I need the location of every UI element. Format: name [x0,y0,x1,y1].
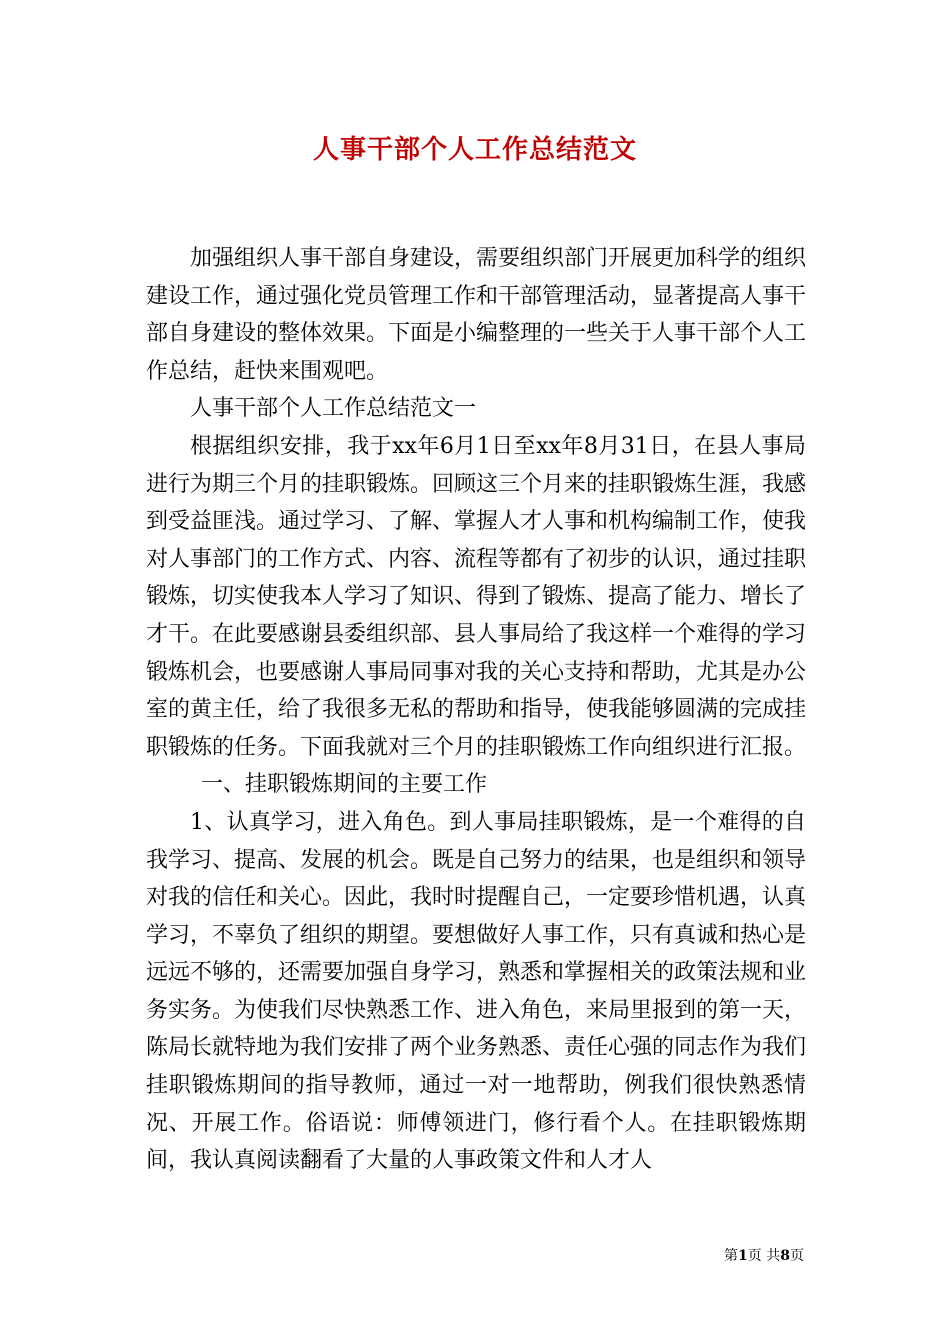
section-heading: 一、挂职锻炼期间的主要工作 [201,772,488,798]
document-body [146,240,806,1180]
document-title: 人事干部个人工作总结范文 [312,135,637,165]
current-page-number: 1 [738,1248,748,1264]
footer-middle: 页 共 [747,1248,781,1264]
section-title: 人事干部个人工作总结范文一 [190,396,477,422]
footer-suffix: 页 [790,1248,804,1264]
footer-prefix: 第 [724,1248,739,1264]
total-pages-number: 8 [780,1248,790,1264]
intro-paragraph: 加强组织人事干部自身建设，需要组织部门开展更加科学的组织建设工作，通过强化党员管理工作和干部管理活动，显著提高人事干部自身建设的整体效果。下面是小编整理的一些关于人事干部个人工作总结，赶快来围观吧。 [146,246,807,384]
body-paragraph: 根据组织安排，我于xx年6月1日至xx年8月31日，在县人事局进行为期三个月的挂职锻炼。回顾这三个月来的挂职锻炼生涯，我感到受益匪浅。通过学习、了解、掌握人才人事和机构编制工作，使我对人事部门的工作方式、内容、流程等都有了初步的认识，通过挂职锻炼，切实使我本人学习了知识、得到了锻炼、提高了能力、增长了才干。在此要感谢县委组织部、县人事局给了我这样一个难得的学习锻炼机会，也要感谢人事局同事对我的关心支持和帮助，尤其是办公室的黄主任，给了我很多无私的帮助和指导，使我能够圆满的完成挂职锻炼的任务。下面我就对三个月的挂职锻炼工作向组织进行汇报。 [146,433,807,760]
body-paragraph: 1、认真学习，进入角色。到人事局挂职锻炼，是一个难得的自我学习、提高、发展的机会。既是自己努力的结果，也是组织和领导对我的信任和关心。因此，我时时提醒自己，一定要珍惜机遇，认真学习，不辜负了组织的期望。要想做好人事工作，只有真诚和热心是远远不够的，还需要加强自身学习，熟悉和掌握相关的政策法规和业务实务。为使我们尽快熟悉工作、进入角色，来局里报到的第一天，陈局长就特地为我们安排了两个业务熟悉、责任心强的同志作为我们挂职锻炼期间的指导教师，通过一对一地帮助，例我们很快熟悉情况、开展工作。俗语说：师傅领进门，修行看个人。在挂职锻炼期间，我认真阅读翻看了大量的人事政策文件和人才人 [146,809,807,1174]
page-number-footer [724,1246,804,1266]
